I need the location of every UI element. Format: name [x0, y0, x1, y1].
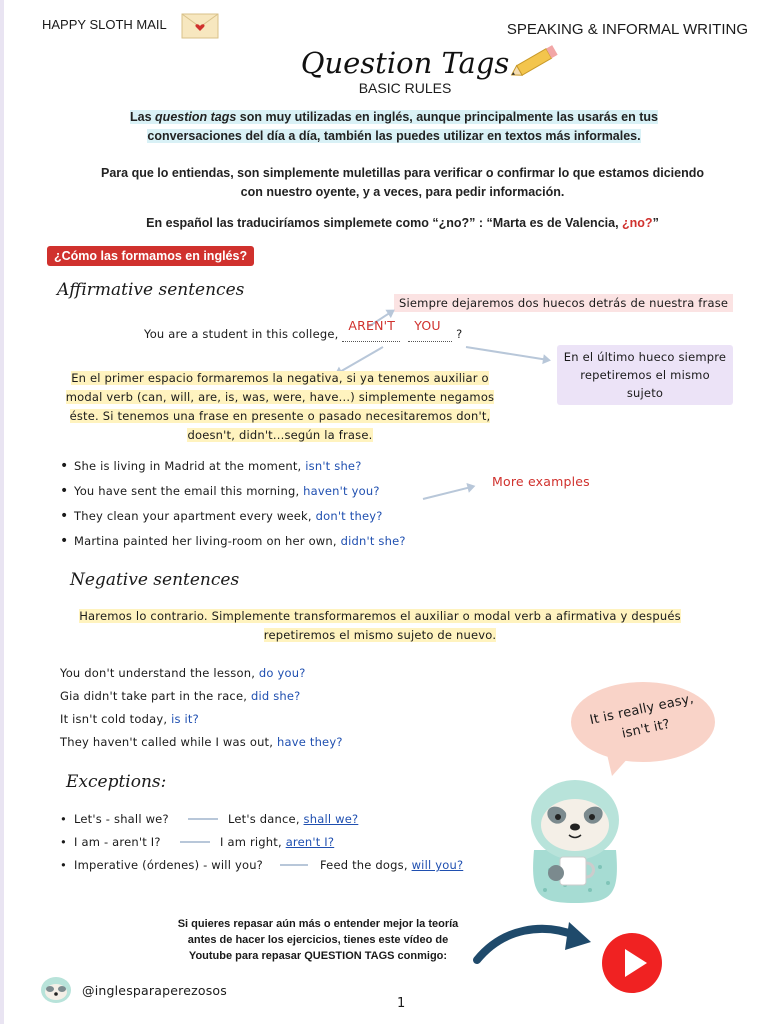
negative-examples [60, 662, 343, 754]
section-label: SPEAKING & INFORMAL WRITING [506, 21, 748, 38]
list-item: • Martina painted her living-room on her own, didn't she? [60, 531, 406, 556]
list-item: • You have sent the email this morning, haven't you? [60, 481, 406, 506]
list-item: • I am - aren't I? I am right, aren't I? [60, 835, 335, 849]
sloth-avatar-icon [40, 976, 72, 1008]
exception-arrow [180, 841, 210, 843]
page-number: 1 [397, 996, 406, 1011]
sloth-illustration [520, 775, 630, 909]
exception-arrow [188, 818, 218, 820]
list-item: • Imperative (órdenes) - will you? Feed the dogs, will you? [60, 858, 464, 872]
blank-2: YOU [414, 318, 441, 333]
exceptions-heading: Exceptions: [66, 772, 167, 792]
intro-paragraph-2: Para que lo entiendas, son simplemente muletillas para verificar o confirmar lo que estamos diciendo con nuestro oyente, y a veces, para pedir información. [101, 166, 704, 199]
list-item: • They clean your apartment every week, don't they? [60, 506, 406, 531]
page-subtitle: BASIC RULES [358, 80, 452, 96]
example-sentence: You are a student in this college, AREN'T YOU ? [144, 318, 463, 341]
section-label-how: ¿Cómo las formamos en inglés? [47, 246, 254, 266]
note-first-gap: En el primer espacio formaremos la negativa, si ya tenemos auxiliar o modal verb (can, will, are, is, was, were, have...) simplemente negamos éste. Si tenemos una frase en presente o pasado necesitaremos don't, doesn't, didn't...según la frase. [65, 371, 495, 442]
pencil-icon [505, 45, 561, 83]
list-item: • She is living in Madrid at the moment, isn't she? [60, 456, 406, 481]
left-margin-bar [0, 0, 4, 1024]
speech-bubble-text: It is really easy, isn't it? [588, 691, 696, 742]
more-examples-label: More examples [492, 474, 590, 489]
blank-1: AREN'T [348, 318, 396, 333]
page-title: Question Tags [300, 46, 510, 80]
negative-heading: Negative sentences [70, 570, 240, 590]
list-item: • Let's - shall we? Let's dance, shall we? [60, 812, 359, 826]
social-handle[interactable]: @inglesparaperezosos [82, 983, 227, 998]
exception-arrow [280, 864, 308, 866]
list-item: Gia didn't take part in the race, did she? [60, 689, 301, 703]
arrow-to-note-right [466, 346, 549, 361]
curved-arrow-icon [473, 920, 593, 970]
list-item: They haven't called while I was out, have they? [60, 735, 343, 749]
affirmative-examples [60, 456, 406, 556]
note-two-gaps: Siempre dejaremos dos huecos detrás de nuestra frase [394, 294, 733, 312]
speech-bubble [568, 680, 718, 780]
exceptions-list [60, 812, 500, 881]
video-cta-text: Si quieres repasar aún más o entender mejor la teoría antes de hacer los ejercicios, tienes este vídeo de Youtube para repasar QUESTION TAGS conmigo: [177, 918, 459, 962]
affirmative-heading: Affirmative sentences [57, 280, 245, 300]
list-item: It isn't cold today, is it? [60, 712, 199, 726]
arrow-more-examples [423, 485, 474, 500]
note-negative: Haremos lo contrario. Simplemente transformaremos el auxiliar o modal verb a afirmativa y después repetiremos el mismo sujeto de nuevo. [79, 609, 681, 642]
brand-label: HAPPY SLOTH MAIL [42, 17, 167, 32]
list-item: You don't understand the lesson, do you? [60, 666, 306, 680]
intro-paragraph-1: Las question tags son muy utilizadas en inglés, aunque principalmente las usarás en tus conversaciones del día a día, también las puedes utilizar en textos más informales. [130, 110, 658, 143]
note-same-subject: En el último hueco siempre repetiremos el mismo sujeto [557, 345, 733, 405]
envelope-icon [181, 13, 219, 43]
intro-paragraph-3: En español las traduciríamos simplemete como “¿no?” : “Marta es de Valencia, ¿no?” [146, 216, 659, 230]
youtube-play-icon[interactable] [601, 932, 663, 998]
